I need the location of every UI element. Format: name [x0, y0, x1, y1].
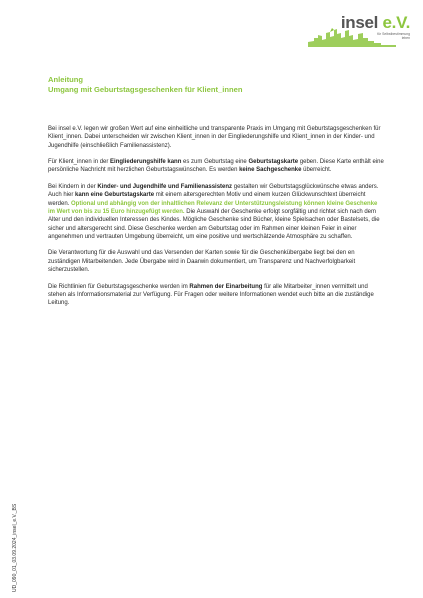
body-paragraph-5: [48, 283, 384, 308]
document-code: UD_090_01_03.09.2024_insel_e.V._BS: [12, 503, 18, 592]
body-paragraph-1: [48, 125, 384, 150]
body-text: Die Verantwortung für die Auswahl und das Versenden der Karten sowie für die Geschenkübergabe liegt bei den en zuständigen Mitarbeitenden. Jede Übergabe wird in Daarwin dokumentiert, um Transparenz und Nachverfolgbarkeit sicherzustellen.: [48, 250, 356, 274]
bold-text: Kinder- und Jugendhilfe und Familienassistenz: [97, 184, 233, 191]
bold-text: Eingliederungshilfe kann: [110, 159, 182, 166]
body-text: Bei Kindern in der: [48, 184, 98, 191]
logo-wordmark: [341, 14, 410, 32]
body-text: Die Auswahl der Geschenke erfolgt sorgfältig und richtet sich nach dem Alter und den individuellen Interessen des Kindes. Mögliche Geschenke sind Bücher, kleine Spielsachen oder Bastelsets, die sicher und altersgerecht sind. Diese Geschenke werden am Geburtstag oder im Rahmen einer kleinen Feier in einer angenehmen und vertrauten Umgebung überreicht, um eine positive und wertschätzende Atmosphäre zu schaffen.: [48, 208, 380, 240]
logo-word-insel: insel: [340, 13, 379, 32]
body-paragraph-2: [48, 158, 384, 175]
body-text: Für Klient_innen in der: [48, 159, 111, 166]
body-paragraph-3: [48, 183, 384, 241]
logo-tagline-line-1: für Selbstbestimmung: [377, 32, 410, 36]
body-text: es zum Geburtstag eine: [181, 159, 249, 166]
highlighted-text: Optional und abhängig von der inhaltlichen Relevanz der Unterstützungsleistung können kleine Geschenke im Wert von bis zu 15 Euro hinzugefügt werden.: [48, 200, 378, 215]
roof-shape: [330, 28, 334, 32]
body-paragraph-4: [48, 249, 384, 274]
bold-text: Geburtstagskarte: [248, 159, 299, 166]
logo-word-ev: e.V.: [382, 13, 410, 32]
body-text: geben. Diese Karte enthält eine persönliche Nachricht mit herzlichen Geburtstagswünschen. Es werden: [48, 159, 384, 174]
body-text: für alle Mitarbeiter_innen vermittelt und stehen als Informationsmaterial zur Verfügung. Für Fragen oder weitere Informationen wendet euch bitte an die zuständige Leitung.: [48, 283, 374, 307]
body-text: überreicht.: [301, 167, 332, 174]
body-text: Die Richtlinien für Geburtstagsgeschenke werden im: [48, 283, 190, 290]
logo-tagline: [377, 32, 410, 40]
document-title-line-1: Anleitung: [48, 75, 84, 84]
body-text: Bei insel e.V. legen wir großen Wert auf eine einheitliche und transparente Praxis im Umgang mit Geburtstagsgeschenken für Klient_innen. Dabei unterscheiden wir zwischen Klient_innen in der Eingliederungshilfe und Klient_innen in der Kinder- und Jugendhilfe (einschließlich Familienassistenz).: [48, 126, 381, 149]
bold-text: kann eine Geburtstagskarte: [75, 192, 155, 199]
document-title: [48, 75, 388, 95]
logo-tagline-line-2: leben: [401, 36, 410, 40]
body-text: gestalten wir Geburtstagsglückwünsche etwas anders. Auch hier: [48, 184, 379, 199]
document-title-line-2: Umgang mit Geburtstagsgeschenken für Klient_innen: [48, 85, 243, 94]
bold-text: Rahmen der Einarbeitung: [189, 283, 263, 290]
body-text: mit einem altersgerechten Motiv und einem kurzen Glückwunschtext überreicht werden.: [48, 192, 366, 207]
bold-text: keine Sachgeschenke: [239, 167, 302, 174]
document-body: [48, 125, 384, 316]
insel-ev-logo: [306, 14, 410, 48]
